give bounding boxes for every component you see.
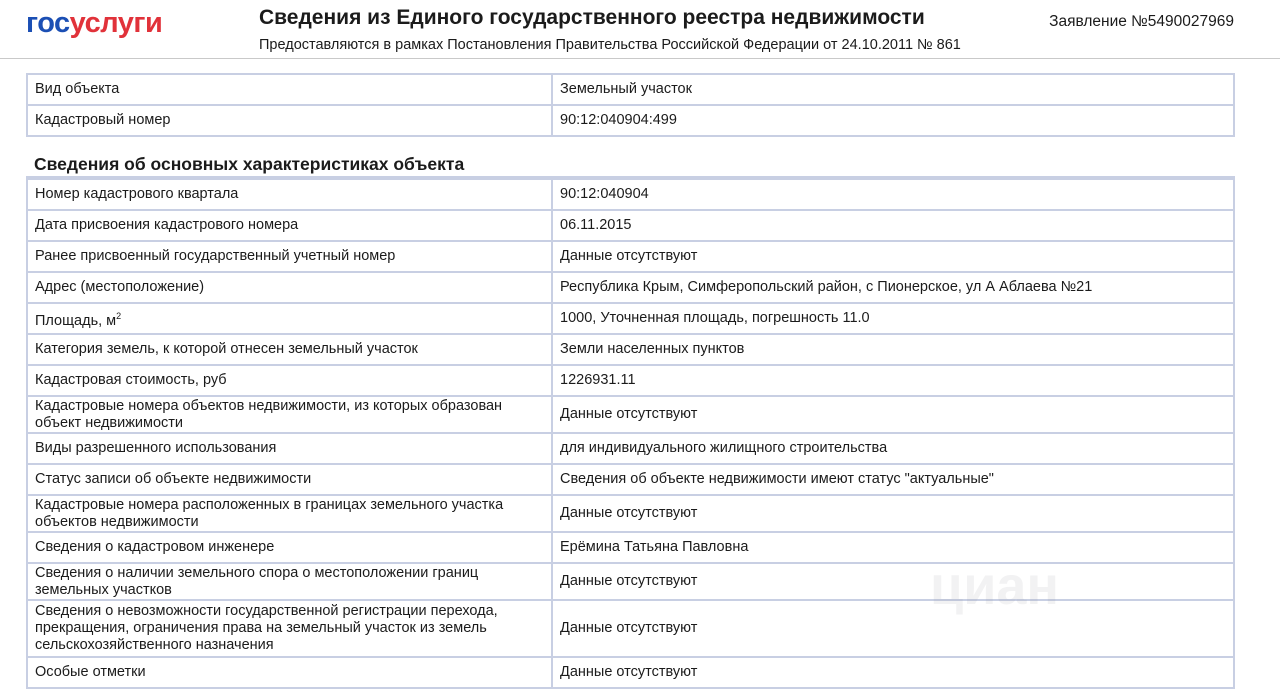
object-summary-table — [26, 73, 1235, 137]
row-value: Данные отсутствуют — [552, 563, 1234, 600]
row-value: Земельный участок — [552, 74, 1234, 105]
row-key: Статус записи об объекте недвижимости — [27, 464, 552, 495]
row-value: Данные отсутствуют — [552, 495, 1234, 532]
row-key: Категория земель, к которой отнесен земельный участок — [27, 334, 552, 365]
row-value: 1226931.11 — [552, 365, 1234, 396]
row-key: Вид объекта — [27, 74, 552, 105]
row-key: Номер кадастрового квартала — [27, 179, 552, 210]
row-key: Кадастровая стоимость, руб — [27, 365, 552, 396]
table-row — [27, 600, 1234, 657]
table-row — [27, 532, 1234, 563]
section-title: Сведения об основных характеристиках объекта — [34, 154, 465, 174]
table-row — [27, 272, 1234, 303]
row-value: Земли населенных пунктов — [552, 334, 1234, 365]
row-key: Сведения о невозможности государственной регистрации перехода, прекращения, ограничения права на земельный участок из земель сельскохозяйственного назначения — [27, 600, 552, 657]
row-key: Кадастровые номера объектов недвижимости, из которых образован объект недвижимости — [27, 396, 552, 433]
row-key: Ранее присвоенный государственный учетный номер — [27, 241, 552, 272]
document-subtitle: Предоставляются в рамках Постановления Правительства Российской Федерации от 24.10.2011 № 861 — [259, 37, 961, 53]
row-key: Сведения о наличии земельного спора о местоположении границ земельных участков — [27, 563, 552, 600]
row-key: Кадастровые номера расположенных в границах земельного участка объектов недвижимости — [27, 495, 552, 532]
table-row — [27, 105, 1234, 136]
table-row — [27, 433, 1234, 464]
table-row — [27, 303, 1234, 334]
row-key: Кадастровый номер — [27, 105, 552, 136]
row-value: Республика Крым, Симферопольский район, с Пионерское, ул А Аблаева №21 — [552, 272, 1234, 303]
application-number: Заявление №5490027969 — [1049, 13, 1234, 30]
table-row — [27, 495, 1234, 532]
gosuslugi-logo[interactable]: госуслуги — [26, 7, 163, 39]
row-value: Данные отсутствуют — [552, 241, 1234, 272]
table-row — [27, 74, 1234, 105]
row-value: Данные отсутствуют — [552, 657, 1234, 688]
row-key: Особые отметки — [27, 657, 552, 688]
main-characteristics-table — [26, 178, 1235, 689]
area-label: Площадь, м — [35, 312, 117, 329]
table-row — [27, 563, 1234, 600]
row-value: Ерёмина Татьяна Павловна — [552, 532, 1234, 563]
table-row — [27, 334, 1234, 365]
table-row — [27, 365, 1234, 396]
row-key: Виды разрешенного использования — [27, 433, 552, 464]
table-row — [27, 396, 1234, 433]
row-value: Данные отсутствуют — [552, 600, 1234, 657]
table-row — [27, 210, 1234, 241]
table-row — [27, 464, 1234, 495]
row-value: 90:12:040904 — [552, 179, 1234, 210]
row-value: 06.11.2015 — [552, 210, 1234, 241]
row-value: Данные отсутствуют — [552, 396, 1234, 433]
row-value: Сведения об объекте недвижимости имеют статус "актуальные" — [552, 464, 1234, 495]
document-title: Сведения из Единого государственного реестра недвижимости — [259, 6, 925, 29]
row-value: для индивидуального жилищного строительства — [552, 433, 1234, 464]
row-key — [27, 303, 552, 334]
table-row — [27, 657, 1234, 688]
table-row — [27, 241, 1234, 272]
row-key: Адрес (местоположение) — [27, 272, 552, 303]
row-value: 90:12:040904:499 — [552, 105, 1234, 136]
row-key: Сведения о кадастровом инженере — [27, 532, 552, 563]
area-unit-superscript: 2 — [116, 310, 122, 321]
table-row — [27, 179, 1234, 210]
row-value: 1000, Уточненная площадь, погрешность 11.0 — [552, 303, 1234, 334]
cian-watermark: циан — [930, 556, 1060, 616]
row-key: Дата присвоения кадастрового номера — [27, 210, 552, 241]
page-header — [0, 0, 1280, 59]
